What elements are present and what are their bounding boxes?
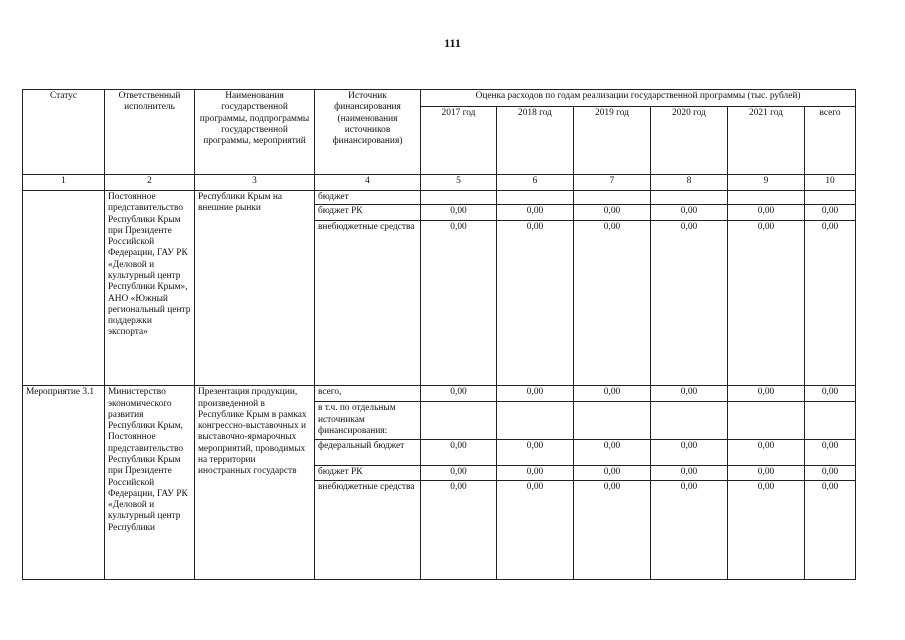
budget-table	[22, 89, 856, 580]
value-cell: 0,00	[728, 221, 805, 386]
executor-cell: Постоянное представительство Республики Крым при Президенте Российской Федерации, ГАУ РК «Деловой и культурный центр Республики Крым», АНО «Южный региональный центр поддержки экспорта»	[105, 191, 195, 386]
value-cell: 0,00	[728, 480, 805, 579]
value-cell: 0,00	[421, 221, 497, 386]
column-number: 9	[728, 175, 805, 191]
program-cell: Республики Крым на внешние рынки	[195, 191, 315, 386]
value-cell	[574, 191, 651, 205]
source-cell: бюджет РК	[315, 205, 421, 221]
value-cell	[497, 191, 574, 205]
value-cell: 0,00	[574, 466, 651, 480]
source-cell: в т.ч. по отдельным источникам финансирования:	[315, 402, 421, 440]
value-cell: 0,00	[497, 386, 574, 402]
value-cell: 0,00	[651, 221, 728, 386]
total-cell: 0,00	[805, 205, 856, 221]
value-cell: 0,00	[574, 440, 651, 466]
col-header-source: Источник финансирования (наименования источников финансирования)	[315, 90, 421, 175]
col-header-year-2020: 2020 год	[651, 107, 728, 175]
source-cell: бюджет	[315, 191, 421, 205]
column-number: 1	[23, 175, 105, 191]
total-cell: 0,00	[805, 480, 856, 579]
total-cell: 0,00	[805, 466, 856, 480]
value-cell: 0,00	[574, 386, 651, 402]
source-cell: федеральный бюджет	[315, 440, 421, 466]
col-header-program: Наименования государственной программы, подпрограммы государственной программы, мероприятий	[195, 90, 315, 175]
value-cell: 0,00	[651, 466, 728, 480]
column-number-row	[23, 175, 856, 191]
column-number: 5	[421, 175, 497, 191]
column-number: 3	[195, 175, 315, 191]
total-cell: 0,00	[805, 221, 856, 386]
value-cell	[728, 191, 805, 205]
value-cell	[651, 402, 728, 440]
value-cell: 0,00	[574, 221, 651, 386]
value-cell: 0,00	[421, 440, 497, 466]
value-cell: 0,00	[728, 205, 805, 221]
total-cell	[805, 191, 856, 205]
value-cell	[651, 191, 728, 205]
value-cell	[497, 402, 574, 440]
col-header-year-2018: 2018 год	[497, 107, 574, 175]
source-cell: внебюджетные средства	[315, 221, 421, 386]
total-cell: 0,00	[805, 386, 856, 402]
col-header-year-2019: 2019 год	[574, 107, 651, 175]
value-cell: 0,00	[497, 440, 574, 466]
value-cell: 0,00	[497, 221, 574, 386]
value-cell: 0,00	[651, 205, 728, 221]
column-number: 6	[497, 175, 574, 191]
value-cell: 0,00	[421, 386, 497, 402]
total-cell: 0,00	[805, 440, 856, 466]
value-cell	[728, 402, 805, 440]
value-cell: 0,00	[651, 480, 728, 579]
value-cell: 0,00	[574, 480, 651, 579]
col-header-estimate: Оценка расходов по годам реализации государственной программы (тыс. рублей)	[421, 90, 856, 107]
executor-cell: Министерство экономического развития Республики Крым, Постоянное представительство Республики Крым при Президенте Российской Федерации, ГАУ РК «Деловой и культурный центр Республики	[105, 386, 195, 579]
source-cell: внебюджетные средства	[315, 480, 421, 579]
value-cell: 0,00	[421, 480, 497, 579]
value-cell	[574, 402, 651, 440]
value-cell: 0,00	[651, 440, 728, 466]
value-cell: 0,00	[421, 205, 497, 221]
column-number: 8	[651, 175, 728, 191]
col-header-status: Статус	[23, 90, 105, 175]
column-number: 4	[315, 175, 421, 191]
col-header-executor: Ответственный исполнитель	[105, 90, 195, 175]
program-cell: Презентация продукции, произведенной в Республике Крым в рамках конгрессно-выставочных и выставочно-ярмарочных мероприятий, проводимых на территории иностранных государств	[195, 386, 315, 579]
value-cell: 0,00	[497, 205, 574, 221]
source-cell: бюджет РК	[315, 466, 421, 480]
status-cell	[23, 191, 105, 386]
value-cell: 0,00	[421, 466, 497, 480]
header-row-1	[23, 90, 856, 107]
value-cell: 0,00	[574, 205, 651, 221]
value-cell: 0,00	[728, 466, 805, 480]
table-row	[23, 191, 856, 205]
column-number: 10	[805, 175, 856, 191]
value-cell: 0,00	[651, 386, 728, 402]
value-cell: 0,00	[497, 480, 574, 579]
value-cell: 0,00	[728, 440, 805, 466]
source-cell: всего,	[315, 386, 421, 402]
page-number: 111	[444, 36, 461, 50]
col-header-total: всего	[805, 107, 856, 175]
value-cell: 0,00	[728, 386, 805, 402]
table-row	[23, 386, 856, 402]
col-header-year-2021: 2021 год	[728, 107, 805, 175]
value-cell	[421, 402, 497, 440]
col-header-year-2017: 2017 год	[421, 107, 497, 175]
column-number: 2	[105, 175, 195, 191]
column-number: 7	[574, 175, 651, 191]
value-cell: 0,00	[497, 466, 574, 480]
value-cell	[421, 191, 497, 205]
total-cell	[805, 402, 856, 440]
status-cell: Мероприятие 3.1	[23, 386, 105, 579]
